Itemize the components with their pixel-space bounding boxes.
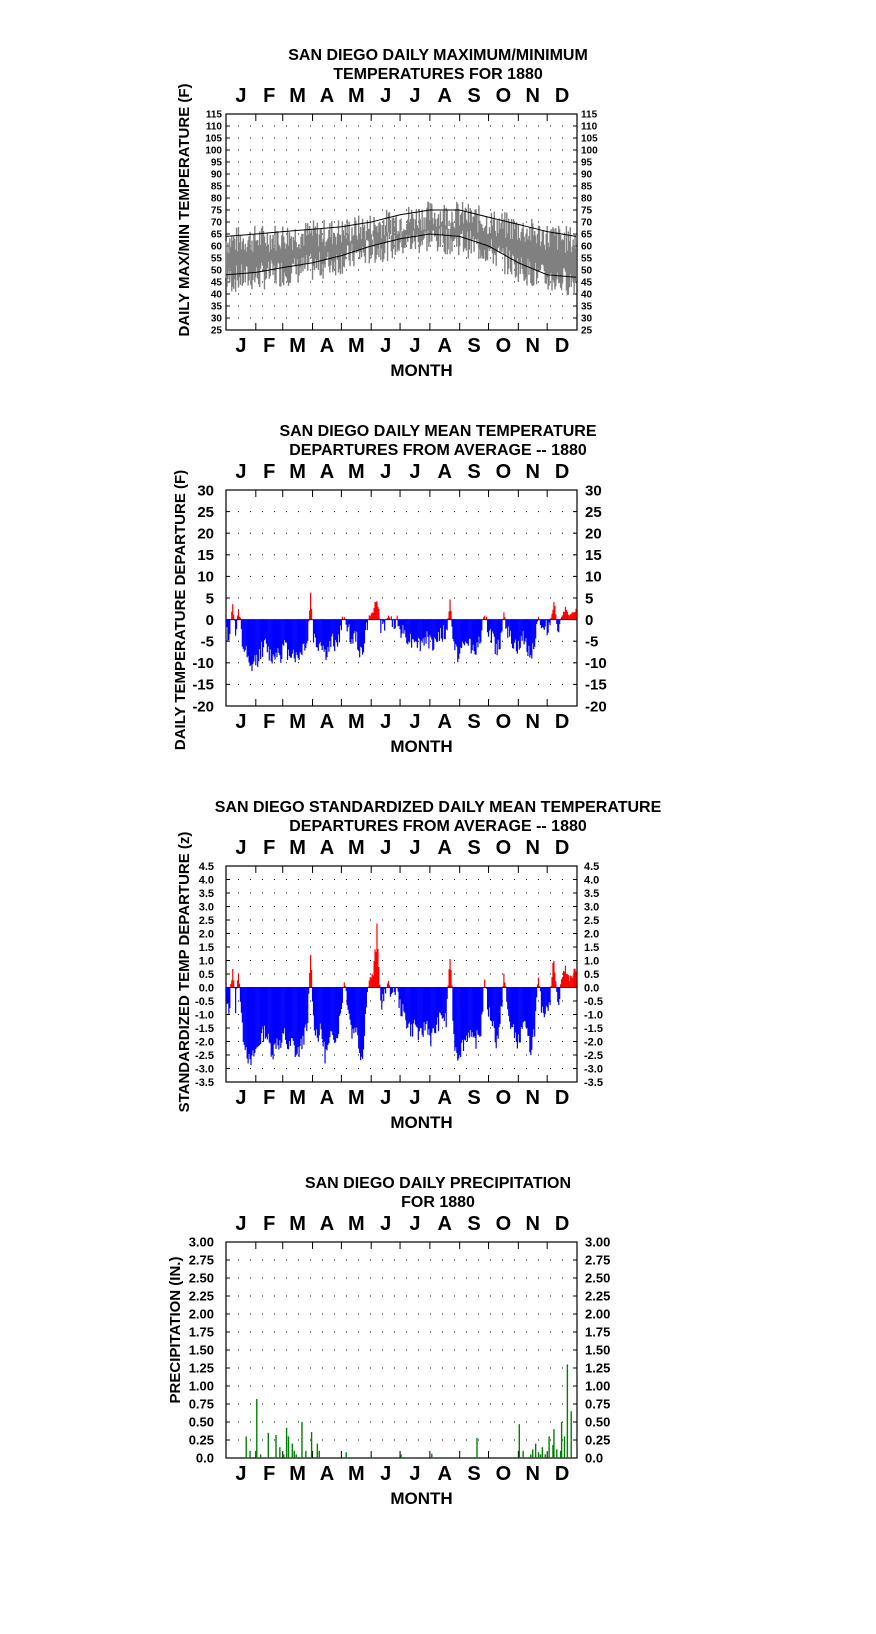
- y-tick-label-right: 30: [581, 313, 593, 325]
- y-tick-label-left: 35: [210, 301, 222, 313]
- y-tick-label-left: 0.0: [195, 1450, 214, 1466]
- month-label-bottom: M: [347, 711, 365, 733]
- y-tick-label-right: -20: [585, 698, 607, 716]
- month-label-top: J: [380, 837, 392, 859]
- y-tick-label-left: 3.5: [198, 887, 214, 900]
- y-tick-label-left: -0.5: [195, 995, 214, 1008]
- chart1-title-line1: SAN DIEGO DAILY MAXIMUM/MINIMUM: [288, 47, 588, 64]
- y-tick-label-right: 50: [581, 265, 593, 277]
- y-tick-label-right: 4.5: [584, 860, 600, 873]
- month-label-top: D: [554, 461, 570, 483]
- y-tick-label-right: 45: [581, 277, 593, 289]
- month-label-bottom: J: [380, 335, 392, 357]
- y-tick-label-left: 2.75: [188, 1252, 214, 1268]
- y-tick-label-right: 2.75: [585, 1252, 611, 1268]
- month-label-bottom: A: [319, 711, 335, 733]
- y-tick-label-right: 0.25: [585, 1432, 611, 1448]
- month-label-bottom: A: [437, 711, 453, 733]
- y-tick-label-right: 1.25: [585, 1360, 611, 1376]
- x-axis-label: MONTH: [390, 1113, 453, 1132]
- month-label-bottom: D: [554, 1463, 570, 1485]
- month-label-top: A: [437, 85, 453, 107]
- y-tick-label-left: 3.0: [198, 901, 214, 914]
- month-label-bottom: O: [495, 1087, 512, 1109]
- y-tick-label-right: 0.75: [585, 1396, 611, 1412]
- y-tick-label-left: -1.5: [195, 1022, 214, 1035]
- y-tick-label-left: 115: [205, 109, 222, 121]
- month-label-bottom: F: [263, 1463, 276, 1485]
- month-label-bottom: O: [495, 335, 512, 357]
- y-tick-label-right: 55: [581, 253, 593, 265]
- month-label-top: A: [437, 461, 453, 483]
- y-tick-label-right: 1.00: [585, 1378, 611, 1394]
- y-axis-label: PRECIPITATION (IN.): [167, 1256, 184, 1404]
- y-tick-label-left: 2.00: [188, 1306, 214, 1322]
- month-label-top: N: [525, 461, 540, 483]
- y-tick-label-left: -1.0: [195, 1009, 214, 1022]
- month-label-bottom: J: [409, 711, 421, 733]
- month-label-top: O: [495, 461, 512, 483]
- y-tick-label-right: -3.0: [584, 1063, 603, 1076]
- month-label-bottom: M: [347, 1087, 365, 1109]
- y-tick-label-right: 80: [581, 193, 593, 205]
- month-label-top: M: [347, 85, 365, 107]
- y-tick-label-right: 0.0: [584, 982, 600, 995]
- month-label-bottom: J: [409, 1087, 421, 1109]
- month-label-top: S: [467, 461, 481, 483]
- y-tick-label-right: 2.5: [584, 914, 600, 927]
- y-tick-label-left: -10: [192, 655, 214, 673]
- month-label-bottom: S: [467, 1087, 481, 1109]
- y-tick-label-right: 60: [581, 241, 593, 253]
- month-label-top: F: [263, 1213, 276, 1235]
- y-tick-label-left: 10: [197, 568, 214, 586]
- chart4-title-line2: FOR 1880: [401, 1194, 475, 1211]
- y-tick-label-left: 50: [210, 265, 222, 277]
- y-tick-label-left: 75: [210, 205, 222, 217]
- month-label-bottom: D: [554, 711, 570, 733]
- y-tick-label-left: 0.50: [188, 1414, 214, 1430]
- month-label-bottom: F: [263, 335, 276, 357]
- y-tick-label-right: 25: [585, 503, 602, 521]
- y-tick-label-left: 4.5: [198, 860, 214, 873]
- month-label-top: J: [380, 85, 392, 107]
- month-label-bottom: J: [235, 1463, 247, 1485]
- y-tick-label-right: 2.50: [585, 1270, 611, 1286]
- y-tick-label-left: -15: [192, 676, 214, 694]
- month-label-top: M: [347, 1213, 365, 1235]
- month-label-bottom: J: [380, 1463, 392, 1485]
- y-tick-label-right: 15: [585, 547, 602, 565]
- month-label-bottom: D: [554, 335, 570, 357]
- y-tick-label-left: 0.0: [198, 982, 214, 995]
- y-tick-label-right: -5: [585, 633, 599, 651]
- y-tick-label-left: 1.50: [188, 1342, 214, 1358]
- y-tick-label-left: -3.0: [195, 1063, 214, 1076]
- month-label-top: N: [525, 837, 540, 859]
- month-label-top: F: [263, 85, 276, 107]
- y-tick-label-left: 4.0: [198, 874, 214, 887]
- month-label-top: M: [289, 85, 306, 107]
- month-label-top: S: [467, 837, 481, 859]
- month-label-top: A: [437, 837, 453, 859]
- y-tick-label-left: 1.5: [198, 941, 214, 954]
- month-label-top: F: [263, 837, 276, 859]
- y-tick-label-right: -1.5: [584, 1022, 603, 1035]
- y-tick-label-right: 1.50: [585, 1342, 611, 1358]
- y-tick-label-right: 115: [581, 109, 598, 121]
- y-tick-label-left: -2.0: [195, 1036, 214, 1049]
- y-tick-label-left: 20: [197, 525, 214, 543]
- y-tick-label-right: 110: [581, 121, 598, 133]
- y-axis-label: DAILY MAX/MIN TEMPERATURE (F): [176, 83, 193, 337]
- month-label-bottom: A: [319, 1087, 335, 1109]
- month-label-top: J: [235, 1213, 247, 1235]
- y-tick-label-right: 3.5: [584, 887, 600, 900]
- y-tick-label-right: 2.25: [585, 1288, 611, 1304]
- y-tick-label-right: 10: [585, 568, 602, 586]
- y-tick-label-left: 5: [205, 590, 214, 608]
- month-label-top: J: [380, 1213, 392, 1235]
- month-label-top: J: [409, 837, 421, 859]
- y-tick-label-right: 35: [581, 301, 593, 313]
- month-label-bottom: J: [235, 335, 247, 357]
- month-label-bottom: M: [289, 1087, 306, 1109]
- y-tick-label-left: 2.0: [198, 928, 214, 941]
- y-tick-label-left: 70: [210, 217, 222, 229]
- y-tick-label-left: 80: [210, 193, 222, 205]
- month-label-top: F: [263, 461, 276, 483]
- y-tick-label-left: 2.5: [198, 914, 214, 927]
- y-tick-label-right: -2.5: [584, 1049, 603, 1062]
- y-tick-label-right: -10: [585, 655, 607, 673]
- y-axis-label: DAILY TEMPERATURE DEPARTURE (F): [172, 469, 189, 751]
- month-label-bottom: A: [437, 1087, 453, 1109]
- y-tick-label-left: 55: [210, 253, 222, 265]
- month-label-bottom: A: [319, 335, 335, 357]
- month-label-bottom: N: [525, 335, 540, 357]
- y-tick-label-left: 110: [205, 121, 222, 133]
- month-label-bottom: O: [495, 711, 512, 733]
- month-label-bottom: N: [525, 711, 540, 733]
- chart4-title-line1: SAN DIEGO DAILY PRECIPITATION: [304, 1175, 572, 1192]
- month-label-top: J: [235, 461, 247, 483]
- month-label-top: M: [289, 1213, 306, 1235]
- y-tick-label-right: 75: [581, 205, 593, 217]
- month-label-bottom: M: [289, 335, 306, 357]
- y-tick-label-left: 3.00: [188, 1234, 214, 1250]
- x-axis-label: MONTH: [390, 1489, 453, 1508]
- y-tick-label-left: -2.5: [195, 1049, 214, 1062]
- y-tick-label-left: 0.75: [188, 1396, 214, 1412]
- month-label-top: M: [289, 461, 306, 483]
- y-tick-label-left: 0.5: [198, 968, 214, 981]
- month-label-top: O: [495, 85, 512, 107]
- month-label-bottom: S: [467, 335, 481, 357]
- month-label-top: M: [347, 461, 365, 483]
- chart4-bars: [246, 1364, 571, 1458]
- y-tick-label-left: 1.00: [188, 1378, 214, 1394]
- month-label-top: N: [525, 1213, 540, 1235]
- y-tick-label-right: -2.0: [584, 1036, 603, 1049]
- month-label-top: S: [467, 1213, 481, 1235]
- month-label-bottom: S: [467, 711, 481, 733]
- month-label-bottom: M: [347, 335, 365, 357]
- y-tick-label-right: -15: [585, 676, 607, 694]
- y-tick-label-right: 40: [581, 289, 593, 301]
- month-label-top: A: [319, 1213, 335, 1235]
- y-tick-label-left: 40: [210, 289, 222, 301]
- month-label-top: A: [437, 1213, 453, 1235]
- y-tick-label-right: 85: [581, 181, 593, 193]
- y-tick-label-left: 2.50: [188, 1270, 214, 1286]
- month-label-top: J: [380, 461, 392, 483]
- y-tick-label-right: -1.0: [584, 1009, 603, 1022]
- y-tick-label-left: 100: [205, 145, 222, 157]
- y-tick-label-right: 0.0: [585, 1450, 604, 1466]
- month-label-bottom: J: [235, 711, 247, 733]
- month-label-bottom: A: [437, 335, 453, 357]
- y-tick-label-left: -3.5: [195, 1076, 214, 1089]
- y-tick-label-left: 30: [197, 482, 214, 500]
- y-tick-label-right: 20: [585, 525, 602, 543]
- month-label-bottom: F: [263, 1087, 276, 1109]
- month-label-top: N: [525, 85, 540, 107]
- y-tick-label-left: -5: [200, 633, 214, 651]
- y-tick-label-left: 60: [210, 241, 222, 253]
- chart4-frame: [167, 1213, 610, 1508]
- x-axis-label: MONTH: [390, 361, 453, 380]
- month-label-top: O: [495, 837, 512, 859]
- month-label-top: S: [467, 85, 481, 107]
- plot-border: [226, 1242, 577, 1458]
- month-label-bottom: D: [554, 1087, 570, 1109]
- y-tick-label-right: 100: [581, 145, 598, 157]
- month-label-top: A: [319, 85, 335, 107]
- chart3-title-line2: DEPARTURES FROM AVERAGE -- 1880: [289, 818, 587, 835]
- month-label-bottom: N: [525, 1087, 540, 1109]
- y-tick-label-left: 25: [210, 325, 222, 337]
- month-label-bottom: J: [409, 335, 421, 357]
- month-label-top: O: [495, 1213, 512, 1235]
- month-label-top: J: [235, 837, 247, 859]
- chart1-title-line2: TEMPERATURES FOR 1880: [333, 66, 543, 83]
- y-tick-label-right: 95: [581, 157, 593, 169]
- month-label-bottom: J: [380, 711, 392, 733]
- month-label-top: D: [554, 1213, 570, 1235]
- y-tick-label-left: 65: [210, 229, 222, 241]
- y-tick-label-left: 25: [197, 503, 214, 521]
- y-tick-label-left: 30: [210, 313, 222, 325]
- month-label-bottom: M: [289, 711, 306, 733]
- month-label-top: D: [554, 837, 570, 859]
- y-tick-label-right: 3.00: [585, 1234, 611, 1250]
- y-tick-label-right: 1.5: [584, 941, 600, 954]
- chart2-title-line1: SAN DIEGO DAILY MEAN TEMPERATURE: [279, 423, 597, 440]
- month-label-bottom: A: [437, 1463, 453, 1485]
- chart2-title-line2: DEPARTURES FROM AVERAGE -- 1880: [289, 442, 587, 459]
- y-tick-label-right: 30: [585, 482, 602, 500]
- y-tick-label-right: 105: [581, 133, 598, 145]
- y-tick-label-right: 70: [581, 217, 593, 229]
- y-tick-label-right: 0.5: [584, 968, 600, 981]
- y-tick-label-left: 2.25: [188, 1288, 214, 1304]
- y-tick-label-left: 90: [210, 169, 222, 181]
- month-label-bottom: M: [347, 1463, 365, 1485]
- month-label-bottom: F: [263, 711, 276, 733]
- month-label-top: J: [409, 1213, 421, 1235]
- month-label-top: J: [235, 85, 247, 107]
- month-label-bottom: O: [495, 1463, 512, 1485]
- month-label-bottom: A: [319, 1463, 335, 1485]
- month-label-bottom: J: [380, 1087, 392, 1109]
- month-label-top: A: [319, 837, 335, 859]
- month-label-top: M: [289, 837, 306, 859]
- y-tick-label-right: 4.0: [584, 874, 600, 887]
- y-tick-label-right: 2.0: [584, 928, 600, 941]
- month-label-top: D: [554, 85, 570, 107]
- y-tick-label-right: 1.75: [585, 1324, 611, 1340]
- y-tick-label-right: -3.5: [584, 1076, 603, 1089]
- y-tick-label-left: 1.0: [198, 955, 214, 968]
- y-tick-label-right: 2.00: [585, 1306, 611, 1322]
- y-tick-label-right: 0: [585, 611, 594, 629]
- y-tick-label-right: 5: [585, 590, 594, 608]
- y-tick-label-right: -0.5: [584, 995, 603, 1008]
- y-tick-label-right: 0.50: [585, 1414, 611, 1430]
- month-label-bottom: M: [289, 1463, 306, 1485]
- y-axis-label: STANDARDIZED TEMP DEPARTURE (z): [176, 831, 193, 1113]
- month-label-bottom: J: [235, 1087, 247, 1109]
- y-tick-label-left: 15: [197, 547, 214, 565]
- month-label-bottom: N: [525, 1463, 540, 1485]
- y-tick-label-left: 105: [205, 133, 222, 145]
- month-label-top: A: [319, 461, 335, 483]
- y-tick-label-right: 25: [581, 325, 593, 337]
- y-tick-label-left: 85: [210, 181, 222, 193]
- month-label-bottom: J: [409, 1463, 421, 1485]
- month-label-top: J: [409, 461, 421, 483]
- y-tick-label-left: 1.25: [188, 1360, 214, 1376]
- month-label-bottom: S: [467, 1463, 481, 1485]
- month-label-top: M: [347, 837, 365, 859]
- y-tick-label-left: 0: [205, 611, 214, 629]
- month-label-top: J: [409, 85, 421, 107]
- y-tick-label-right: 65: [581, 229, 593, 241]
- y-tick-label-right: 90: [581, 169, 593, 181]
- y-tick-label-left: 1.75: [188, 1324, 214, 1340]
- y-tick-label-right: 1.0: [584, 955, 600, 968]
- y-tick-label-right: 3.0: [584, 901, 600, 914]
- y-tick-label-left: 45: [210, 277, 222, 289]
- y-tick-label-left: 95: [210, 157, 222, 169]
- chart3-title-line1: SAN DIEGO STANDARDIZED DAILY MEAN TEMPERATURE: [214, 799, 662, 816]
- y-tick-label-left: 0.25: [188, 1432, 214, 1448]
- y-tick-label-left: -20: [192, 698, 214, 716]
- x-axis-label: MONTH: [390, 737, 453, 756]
